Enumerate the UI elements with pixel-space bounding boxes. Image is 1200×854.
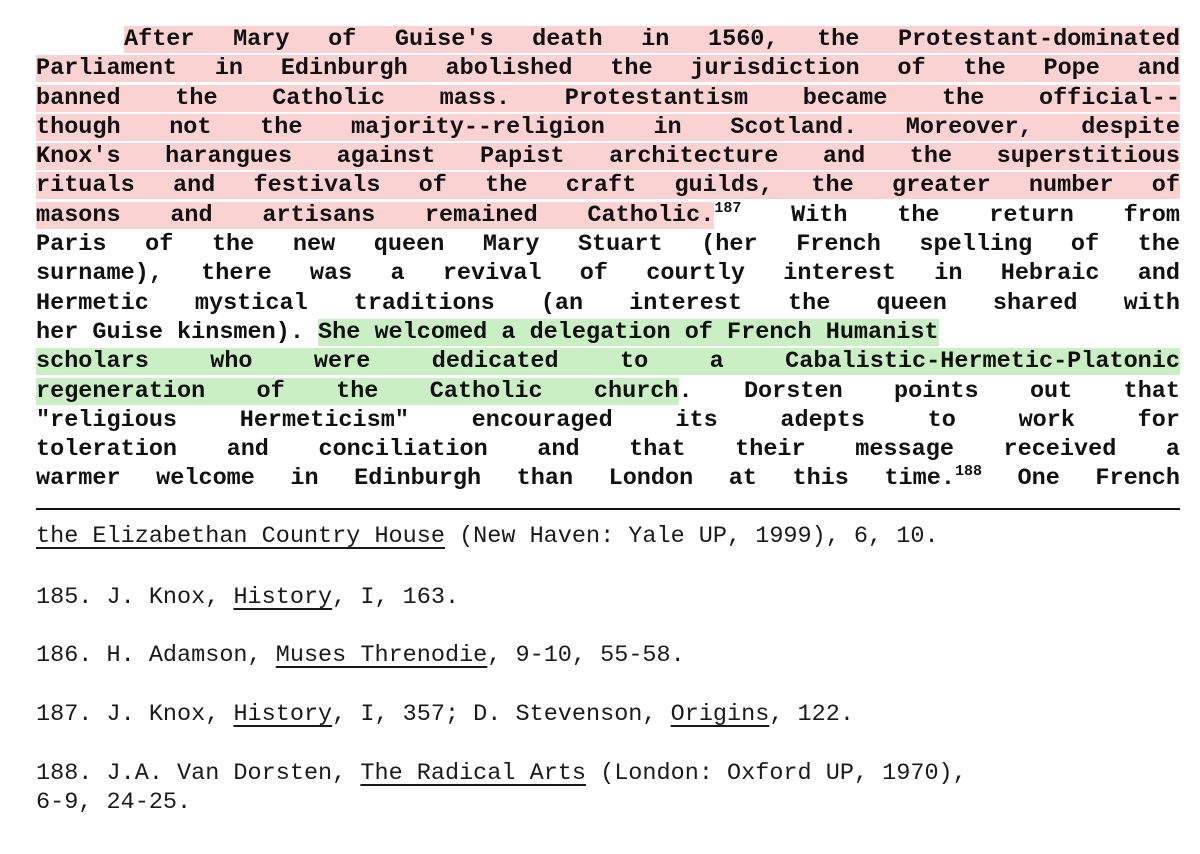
highlight-red: though not the majority--religion in Scotland. Moreover, despite (36, 113, 1180, 141)
footnote-text: , 9-10, 55-58. (487, 642, 685, 669)
footnote-ref-187[interactable]: 187 (714, 200, 742, 217)
text-line (36, 464, 1180, 493)
footnote-text: 185. J. Knox, (36, 584, 234, 611)
footnote-ref-188[interactable]: 188 (954, 464, 982, 481)
text-line: Hermetic mystical traditions (an interest the queen shared with (36, 289, 1180, 317)
text-line: toleration and conciliation and that their message received a (36, 436, 1180, 464)
highlight-green: She welcomed a delegation of French Humanist (318, 318, 939, 346)
footnote-188-continued: 6-9, 24-25. (36, 789, 192, 816)
text-line (36, 347, 1180, 376)
text-line: Paris of the new queen Mary Stuart (her French spelling of the (36, 231, 1180, 259)
text-line (36, 54, 1180, 83)
highlight-red: After Mary of Guise's death in 1560, the Protestant-dominated (124, 26, 1180, 53)
text-segment: With the return from (741, 201, 1180, 229)
text-line: "religious Hermeticism" encouraged its adepts to work for (36, 406, 1180, 434)
footnote-divider (36, 508, 1180, 510)
text-segment: . Dorsten points out that (678, 377, 1180, 405)
book-title: History (233, 701, 333, 728)
main-paragraph (36, 25, 1180, 494)
footnote-185 (36, 583, 459, 613)
text-line (36, 25, 1180, 54)
footnote-text: (New Haven: Yale UP, 1999), 6, 10. (444, 523, 939, 550)
highlight-green: scholars who were dedicated to a Cabalistic-Hermetic-Platonic (36, 348, 1180, 376)
footnote-text: , 122. (769, 701, 854, 728)
text-line (36, 318, 1180, 347)
book-title: the Elizabethan Country House (36, 523, 445, 550)
footnote-186 (36, 641, 685, 671)
highlight-red: rituals and festivals of the craft guilds, the greater number of (36, 172, 1180, 200)
text-line (36, 377, 1180, 406)
text-line (36, 84, 1180, 113)
highlight-green: regeneration of the Catholic church (36, 377, 679, 405)
footnote-text: , I, 163. (332, 584, 460, 611)
text-line (36, 171, 1180, 200)
footnote-text: 186. H. Adamson, (36, 642, 276, 669)
text-segment: her Guise kinsmen). (36, 318, 319, 346)
text-line (36, 142, 1180, 171)
footnote-text: 188. J.A. Van Dorsten, (36, 760, 361, 787)
footnote-continuation (36, 522, 939, 552)
footnote-187 (36, 700, 854, 730)
text-segment: One French (981, 465, 1180, 493)
text-line (36, 201, 1180, 230)
highlight-red: banned the Catholic mass. Protestantism became the official-- (36, 84, 1180, 112)
footnote-text: 187. J. Knox, (36, 701, 234, 728)
footnote-text: , I, 357; D. Stevenson, (332, 701, 671, 728)
footnote-text: (London: Oxford UP, 1970), (586, 760, 967, 787)
book-title: History (233, 584, 333, 611)
book-title: Muses Threnodie (275, 642, 488, 669)
text-line (36, 113, 1180, 142)
book-title: Origins (670, 701, 770, 728)
book-title: The Radical Arts (360, 760, 586, 787)
footnote-188 (36, 759, 967, 789)
highlight-red: masons and artisans remained Catholic. (36, 201, 715, 229)
highlight-red: Knox's harangues against Papist architecture and the superstitious (36, 143, 1180, 171)
highlight-red: Parliament in Edinburgh abolished the jurisdiction of the Pope and (36, 55, 1180, 83)
text-line: surname), there was a revival of courtly interest in Hebraic and (36, 260, 1180, 288)
text-segment: warmer welcome in Edinburgh than London at this time. (36, 465, 955, 493)
